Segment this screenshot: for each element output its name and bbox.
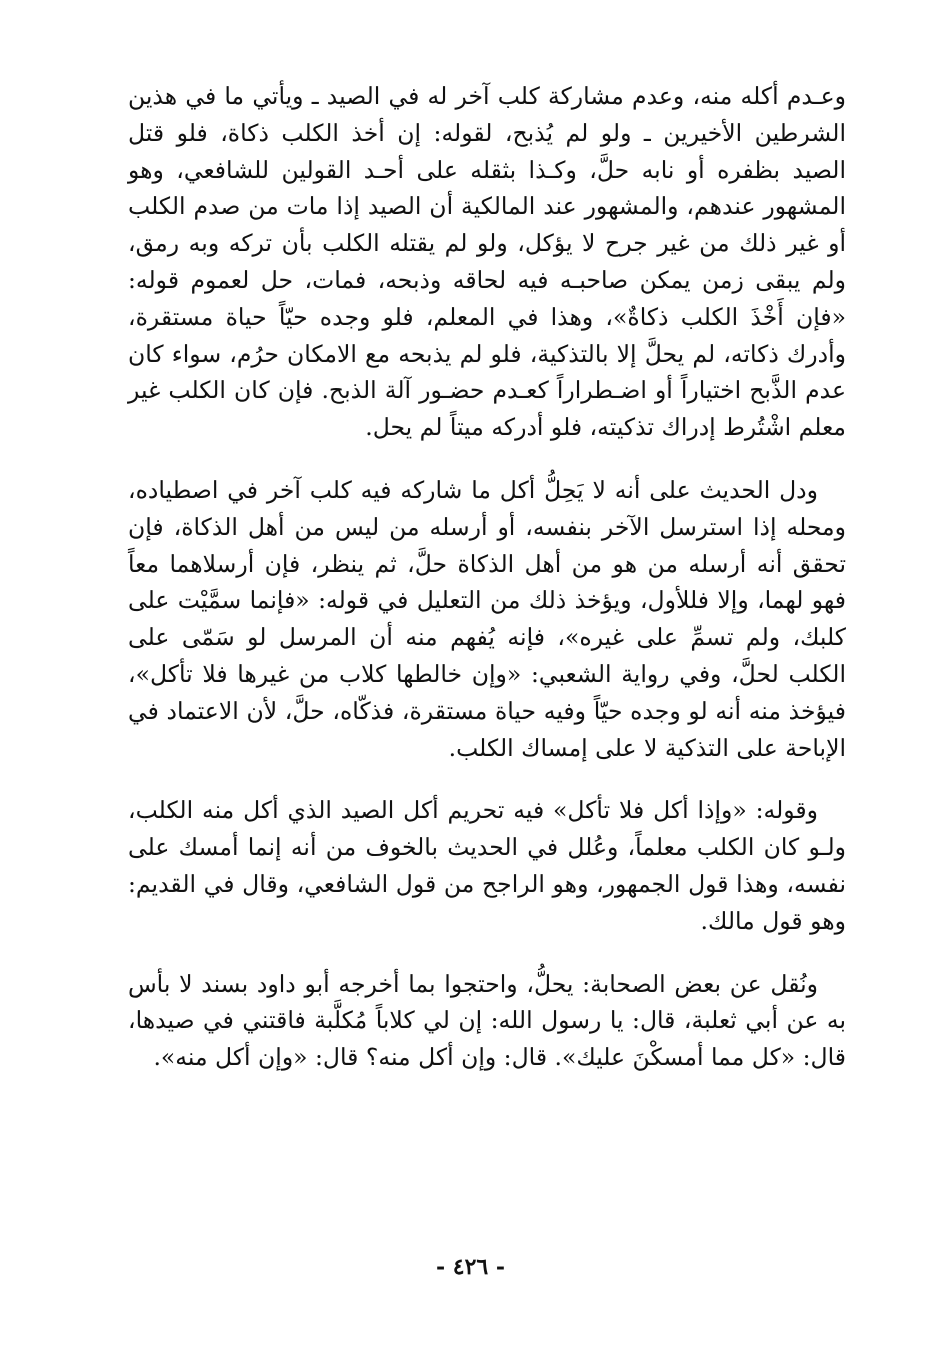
paragraph-4: ونُقل عن بعض الصحابة: يحلُّ، واحتجوا بما أخرجه أبو داود بسند لا بأس به عن أبي ثعلبة، قال: يا رسول الله: إن لي كلاباً مُكلَّبة فاقتني في صيدها، قال: «كل مما أمسكْنَ عليك». قال: وإن أكل منه؟ قال: «وإن أكل منه». <box>128 969 846 1072</box>
page-number: - ٤٢٦ - <box>435 1254 506 1280</box>
paragraph-3: وقوله: «وإذا أكل فلا تأكل» فيه تحريم أكل الصيد الذي أكل منه الكلب، ولـو كان الكلب معلماً، وعُلل في الحديث بالخوف من أنه إنما أمسك على نفسه، وهذا قول الجمهور، وهو الراجح من قول الشافعي، وقال في القديم: وهو قول مالك. <box>128 796 846 935</box>
page-body <box>128 78 846 1102</box>
paragraph-1: وعـدم أكله منه، وعدم مشاركة كلب آخر له في الصيد ـ ويأتي ما في هذين الشرطين الأخيرين ـ ولو لم يُذبح، لقوله: إن أخذ الكلب ذكاة، فلو قتل الصيد بظفره أو نابه حلَّ، وكـذا بثقله على أحـد القولين للشافعي، وهو المشهور عندهم، والمشهور عند المالكية أن الصيد إذا مات من صدم الكلب أو غير ذلك من غير جرح لا يؤكل، ولو لم يقتله الكلب بأن تركه وبه رمق، ولم يبقى زمن يمكن صاحبـه فيه لحاقه وذبحه، فمات، حل لعموم قوله: «فإن أَخْذَ الكلب ذكاةٌ»، وهذا في المعلم، فلو وجده حيّاً حياة مستقرة، وأدرك ذكاته، لم يحلَّ إلا بالتذكية، فلو لم يذبحه مع الامكان حرُم، سواء كان عدم الذَّبح اختياراً أو اضـطراراً كعـدم حضـور آلة الذبح. فإن كان الكلب غير معلم اشْتُرط إدراك تذكيته، فلو أدركه ميتاً لم يحل. <box>128 82 846 442</box>
paragraph-2: ودل الحديث على أنه لا يَحِلُّ أكل ما شاركه فيه كلب آخر في اصطياده، ومحله إذا استرسل الآخر بنفسه، أو أرسله من ليس من أهل الذكاة، فإن تحقق أنه أرسله من هو من أهل الذكاة حلَّ، ثم ينظر، فإن أرسلاهما معاً فهو لهما، وإلا فللأول، ويؤخذ ذلك من التعليل في قوله: «فإنما سمَّيْت على كلبك، ولم تسمِّ على غيره»، فإنه يُفهم منه أن المرسل لو سَمّى على الكلب لحلَّ، وفي رواية الشعبي: «وإن خالطها كلاب من غيرها فلا تأكل»، فيؤخذ منه أنه لو وجده حيّاً وفيه حياة مستقرة، فذكّاه، حلَّ، لأن الاعتماد في الإباحة على التذكية لا على إمساك الكلب. <box>128 475 846 762</box>
